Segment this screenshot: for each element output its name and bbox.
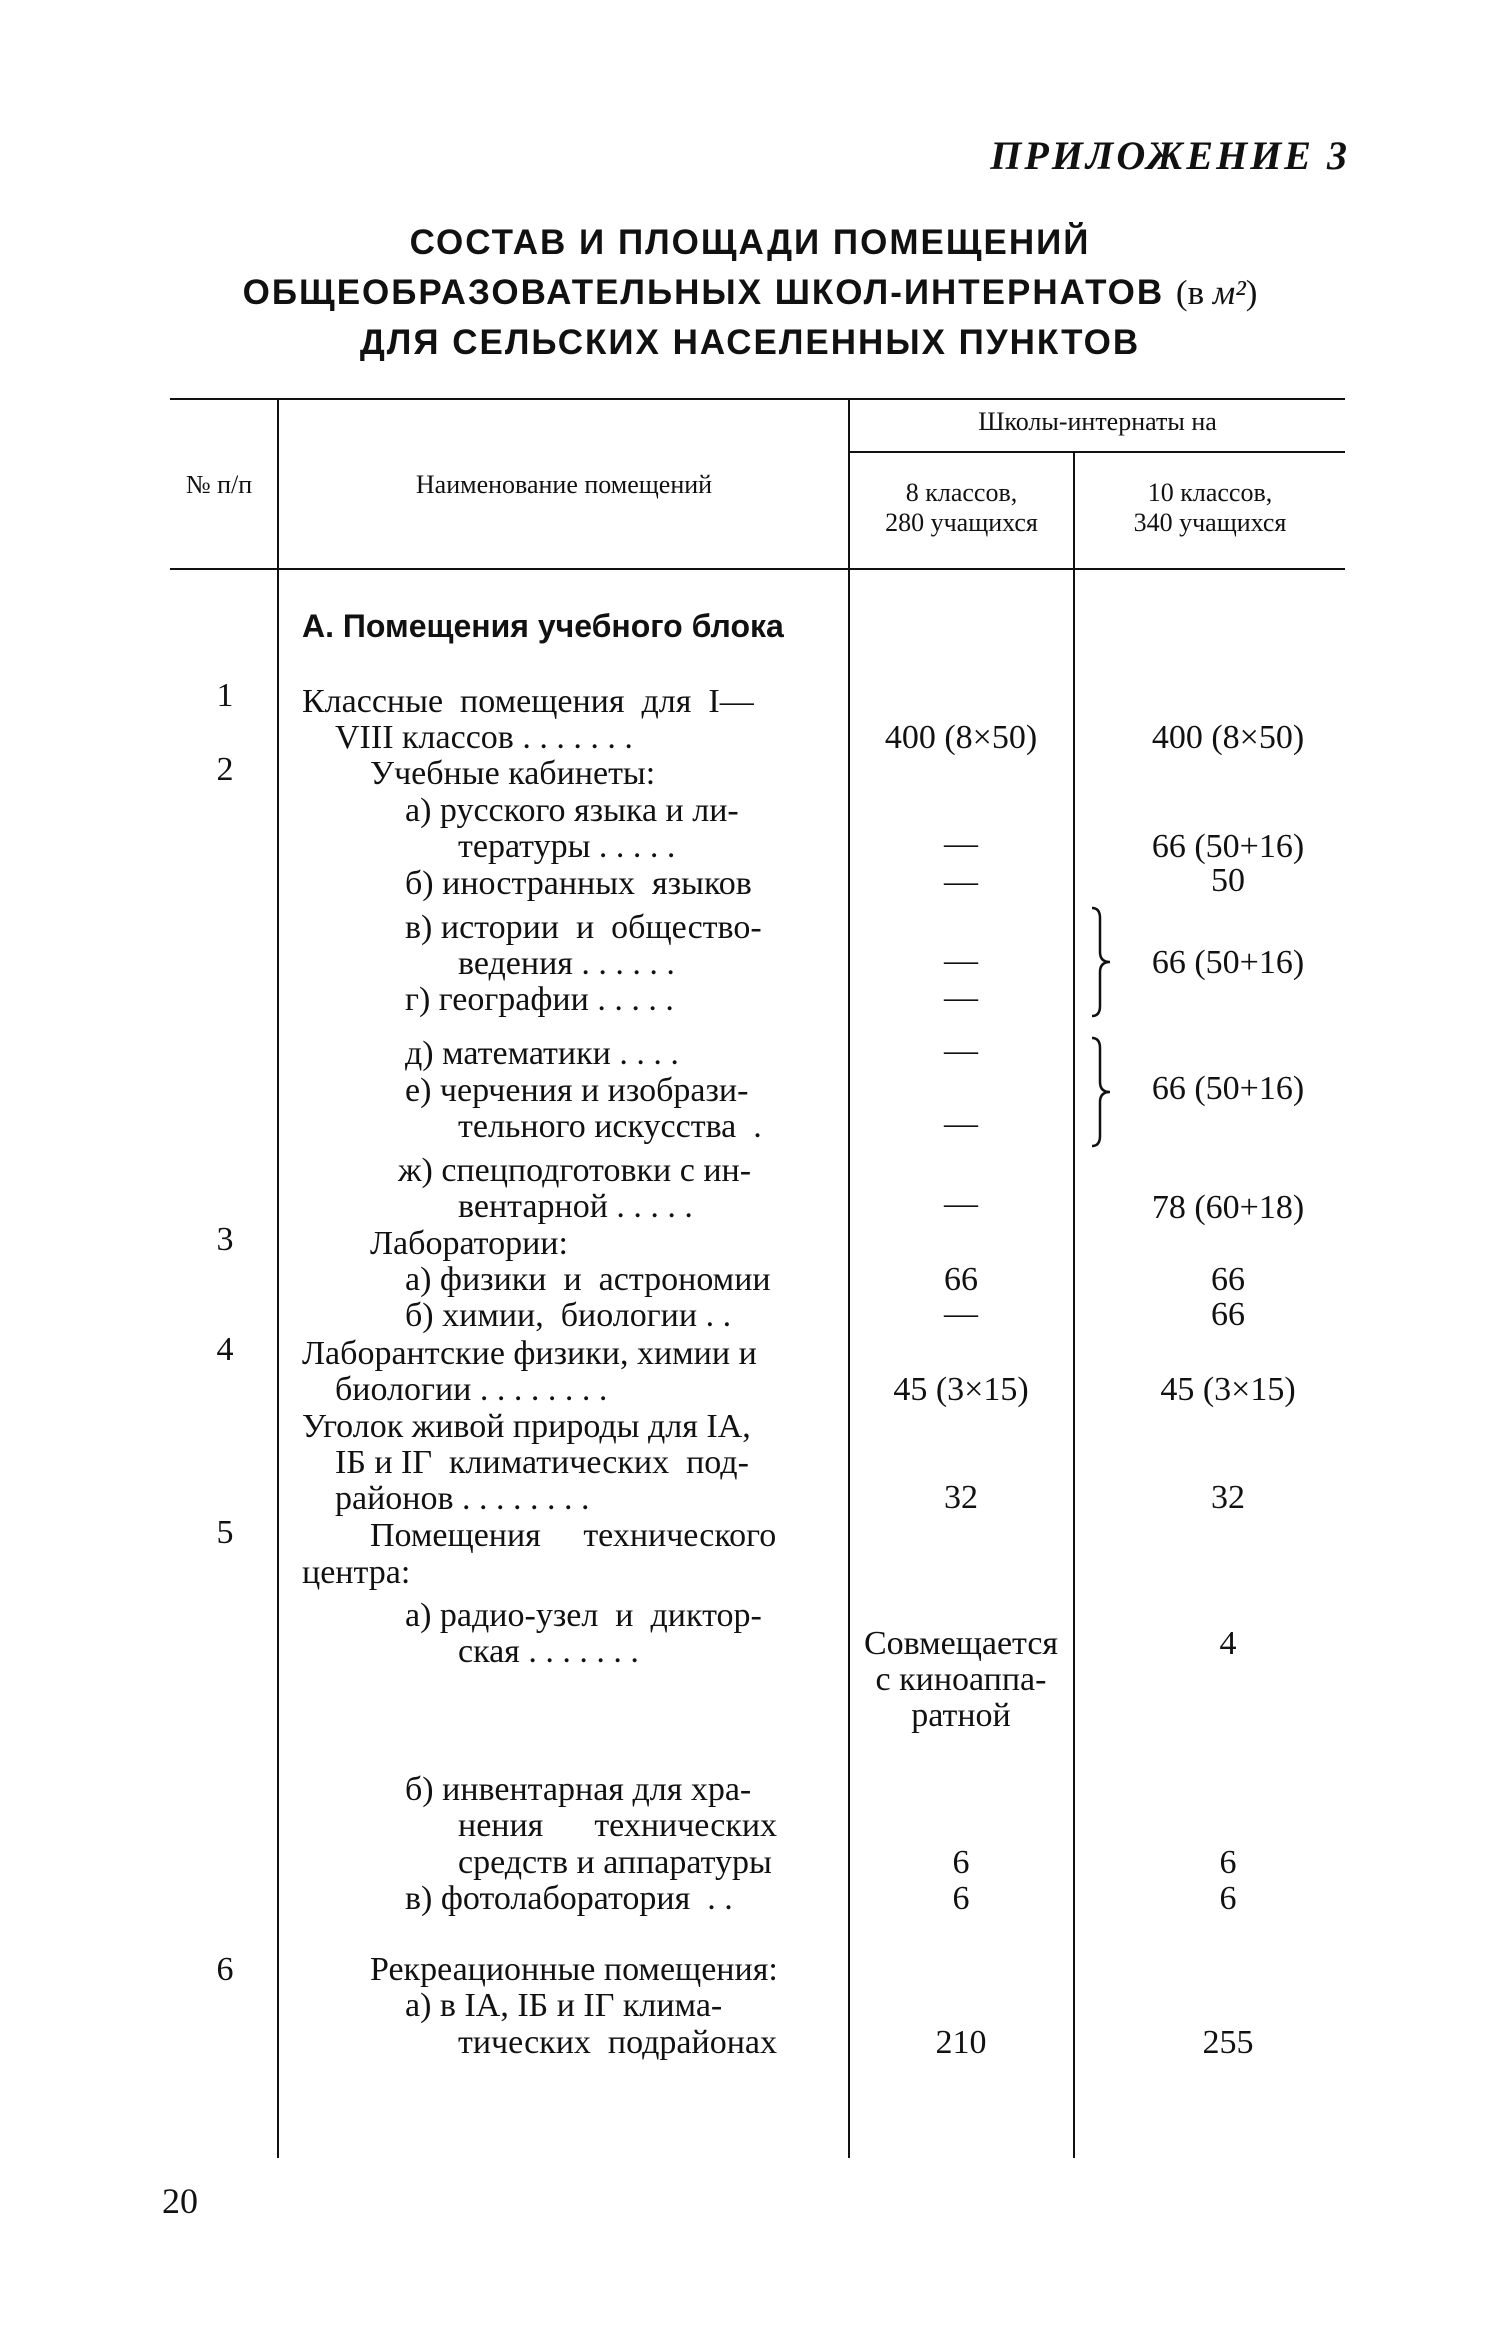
value-8-classes: — <box>944 863 978 900</box>
name-line: б) химии, биологии . . <box>405 1297 732 1334</box>
header-col-8-line1: 8 классов, <box>905 478 1018 507</box>
name-line: Рекреационные помещения: <box>370 1951 778 1988</box>
row-number: 2 <box>216 751 234 788</box>
value-8-classes: — <box>944 1032 978 1069</box>
title-line-2-text: ОБЩЕОБРАЗОВАТЕЛЬНЫХ ШКОЛ-ИНТЕРНАТОВ <box>242 273 1165 312</box>
name-line: центра: <box>302 1554 411 1591</box>
value-10-classes: 66 <box>1211 1296 1245 1333</box>
name-line: в) истории и общество- <box>405 909 762 946</box>
value-10-classes: 45 (3×15) <box>1160 1371 1296 1408</box>
header-col-8-line2: 280 учащихся <box>885 508 1038 537</box>
value-8-classes: с киноаппа- <box>875 1661 1047 1698</box>
name-line: Лаборатории: <box>370 1225 568 1262</box>
value-10-classes: 6 <box>1219 1880 1237 1917</box>
row-number: 4 <box>216 1331 234 1368</box>
unit-prefix: (в <box>1175 273 1213 312</box>
name-line: средств и аппаратуры <box>458 1844 772 1881</box>
right-brace-icon <box>1088 1036 1114 1148</box>
value-10-classes: 66 (50+16) <box>1151 944 1305 981</box>
name-line: г) географии . . . . . <box>405 981 674 1018</box>
title-line-3: ДЛЯ СЕЛЬСКИХ НАСЕЛЕННЫХ ПУНКТОВ <box>359 323 1141 362</box>
table-top-rule <box>170 398 1345 400</box>
name-line: а) в IА, IБ и IГ клима- <box>405 1987 723 2024</box>
value-10-classes: 4 <box>1219 1625 1237 1662</box>
value-10-classes: 50 <box>1211 862 1245 899</box>
header-bottom-rule <box>170 568 1345 570</box>
value-10-classes: 66 (50+16) <box>1151 1070 1305 1107</box>
name-line: а) русского языка и ли- <box>405 792 739 829</box>
row-number: 3 <box>216 1221 234 1258</box>
value-8-classes: 45 (3×15) <box>893 1371 1029 1408</box>
page-number: 20 <box>162 2181 198 2221</box>
appendix-label: ПРИЛОЖЕНИЕ 3 <box>990 133 1350 178</box>
header-col-8 <box>850 478 1073 538</box>
column-divider-3 <box>1073 451 1075 2158</box>
name-line: е) черчения и изобрази- <box>405 1072 749 1109</box>
value-8-classes: — <box>944 1185 978 1222</box>
unit-symbol: м² <box>1212 273 1246 312</box>
value-10-classes: 66 (50+16) <box>1151 828 1305 865</box>
name-line: а) радио-узел и диктор- <box>405 1597 762 1634</box>
value-8-classes: 32 <box>944 1479 978 1516</box>
value-10-classes: 32 <box>1211 1479 1245 1516</box>
page-title <box>120 218 1380 368</box>
value-8-classes: — <box>944 825 978 862</box>
value-8-classes: — <box>944 979 978 1016</box>
name-line: ведения . . . . . . <box>458 945 675 982</box>
header-col-10-line2: 340 учащихся <box>1133 508 1287 537</box>
value-8-classes: — <box>944 942 978 979</box>
name-line: нения технических <box>458 1807 778 1844</box>
name-line: VIII классов . . . . . . . <box>335 719 633 756</box>
value-10-classes: 400 (8×50) <box>1151 719 1305 756</box>
name-line: в) фотолаборатория . . <box>405 1880 733 1917</box>
value-8-classes: 400 (8×50) <box>884 719 1038 756</box>
value-8-classes: — <box>944 1295 978 1332</box>
name-line: ж) спецподготовки с ин- <box>398 1152 752 1189</box>
name-line: д) математики . . . . <box>405 1035 679 1072</box>
name-line: Лаборантские физики, химии и <box>302 1335 757 1372</box>
header-number: № п/п <box>185 470 253 499</box>
row-number: 6 <box>216 1951 234 1988</box>
row-number: 5 <box>216 1514 234 1551</box>
name-line: IБ и IГ климатических под- <box>335 1444 749 1481</box>
value-10-classes: 255 <box>1202 2024 1254 2061</box>
name-line: Учебные кабинеты: <box>370 755 656 792</box>
name-line: б) иностранных языков <box>405 865 752 902</box>
name-line: тературы . . . . . <box>458 828 676 865</box>
name-line: вентарной . . . . . <box>458 1188 693 1225</box>
header-group: Школы-интернаты на <box>978 407 1217 436</box>
value-8-classes: — <box>944 1105 978 1142</box>
value-8-classes: Совмещается <box>863 1625 1059 1662</box>
name-line: а) физики и астрономии <box>405 1261 771 1298</box>
section-heading: А. Помещения учебного блока <box>302 608 784 644</box>
value-10-classes: 66 <box>1211 1261 1245 1298</box>
header-col-10 <box>1075 478 1345 538</box>
name-line: ская . . . . . . . <box>458 1633 639 1670</box>
value-10-classes: 78 (60+18) <box>1151 1189 1305 1226</box>
header-name: Наименование помещений <box>415 470 713 499</box>
name-line: тических подрайонах <box>458 2024 777 2061</box>
unit-suffix: ) <box>1245 273 1258 312</box>
value-8-classes: 210 <box>935 2024 987 2061</box>
name-line: Классные помещения для I— <box>302 683 754 720</box>
value-8-classes: 6 <box>952 1844 970 1881</box>
name-line: б) инвентарная для хра- <box>405 1771 752 1808</box>
title-unit <box>1176 273 1257 312</box>
name-line: тельного искусства . <box>458 1108 762 1145</box>
header-col-10-line1: 10 классов, <box>1147 478 1273 507</box>
row-number: 1 <box>216 677 234 714</box>
name-line: районов . . . . . . . . <box>335 1480 590 1517</box>
value-8-classes: 66 <box>944 1261 978 1298</box>
name-line: Помещения технического <box>370 1517 777 1554</box>
value-10-classes: 6 <box>1219 1844 1237 1881</box>
column-divider-1 <box>277 398 279 2158</box>
title-line-1: СОСТАВ И ПЛОЩАДИ ПОМЕЩЕНИЙ <box>409 223 1091 262</box>
group-header-rule <box>850 451 1345 453</box>
right-brace-icon <box>1088 906 1114 1018</box>
title-line-2 <box>120 268 1380 318</box>
value-8-classes: ратной <box>911 1697 1011 1734</box>
value-8-classes: 6 <box>952 1880 970 1917</box>
name-line: Уголок живой природы для IА, <box>302 1408 751 1445</box>
name-line: биологии . . . . . . . . <box>335 1371 608 1408</box>
